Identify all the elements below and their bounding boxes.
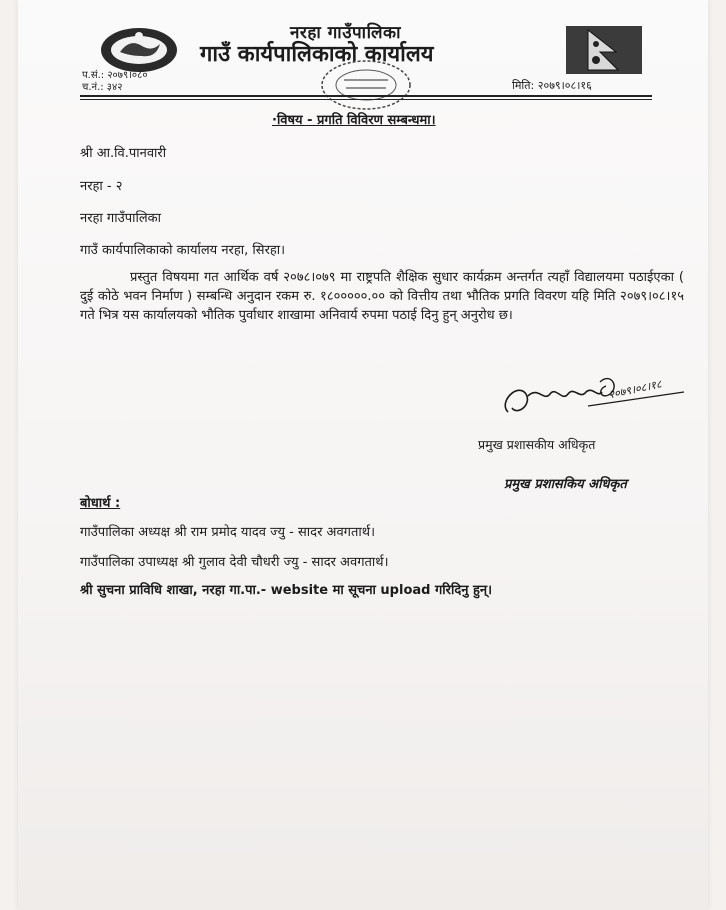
cc-item: गाउँपालिका उपाध्यक्ष श्री गुलाव देवी चौधरी ज्यु - सादर अवगतार्थ। xyxy=(80,555,389,570)
nepal-emblem-icon xyxy=(98,26,180,74)
cc-item: गाउँपालिका अध्यक्ष श्री राम प्रमोद यादव ज्यु - सादर अवगतार्थ। xyxy=(80,525,376,540)
letter-date: मिति: २०७९।०८।१६ xyxy=(512,79,592,92)
sender-office: गाउँ कार्यपालिकाको कार्यालय नरहा, सिरहा। xyxy=(80,243,286,258)
dispatch-no: च.नं.: ३४२ xyxy=(82,82,123,93)
signer-title: प्रमुख प्रशासकीय अधिकृत xyxy=(478,437,596,452)
header-divider xyxy=(80,95,652,97)
office-name: नरहा गाउँपालिका xyxy=(290,23,401,43)
cc-heading: बोधार्थ : xyxy=(80,496,121,511)
handwritten-date: २०७९।०८।१८ xyxy=(607,377,663,402)
letter-body-text: प्रस्तुत विषयमा गत आर्थिक वर्ष २०७८।०७९ मा राष्ट्रपति शैक्षिक सुधार कार्यक्रम अन्तर्गत त्यहाँ विद्यालयमा पठाईएका ( दुई कोठे भवन निर्माण ) सम्बन्धि अनुदान रकम रु. १८०००००.०० को वित्तीय तथा भौतिक प्रगति विवरण यहि मिति २०७९।०८।१५ गते भित्र यस कार्यालयको भौतिक पुर्वाधार शाखामा अनिवार्य रुपमा पठाई दिनु हुन् अनुरोध छ। xyxy=(80,270,684,323)
letter-page xyxy=(18,0,708,910)
letter-body xyxy=(80,268,684,325)
subject-line: ·विषय - प्रगति विविरण सम्बन्धमा। xyxy=(272,113,436,128)
nepal-flag-icon xyxy=(566,26,642,74)
office-title: गाउँ कार्यपालिकाको कार्यालय xyxy=(200,42,434,67)
recipient-name: श्री आ.वि.पानवारी xyxy=(80,146,167,161)
cc-item: श्री सुचना प्राविधि शाखा, नरहा गा.पा.- website मा सूचना upload गरिदिनु हुन्। xyxy=(80,583,493,598)
reference-numbers xyxy=(82,70,148,94)
office-stamp-icon xyxy=(318,58,414,112)
signer-stamp: प्रमुख प्रशासकिय अधिकृत xyxy=(504,477,627,492)
recipient-ward: नरहा - २ xyxy=(80,179,123,194)
recipient-municipality: नरहा गाउँपालिका xyxy=(80,211,162,226)
ref-no: प.सं.: २०७९।०८० xyxy=(82,70,148,81)
header-divider-thin xyxy=(80,99,652,100)
